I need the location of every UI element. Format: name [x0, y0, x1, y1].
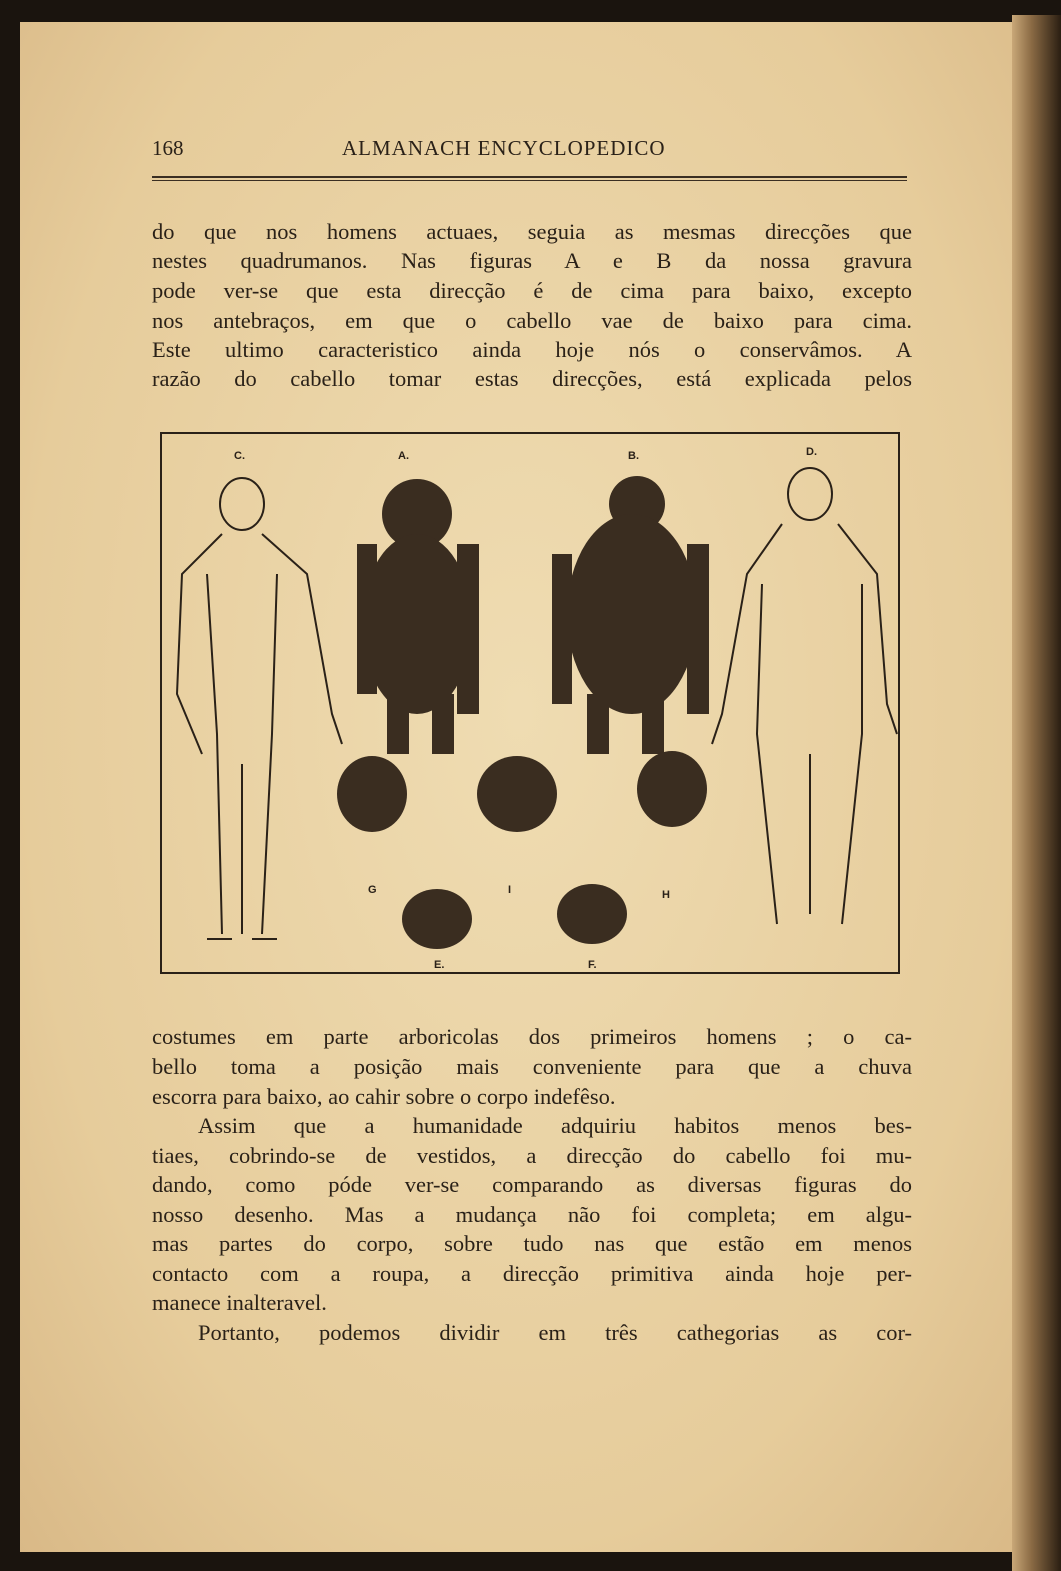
figure-label-g: G: [368, 884, 377, 896]
running-title: ALMANACH ENCYCLOPEDICO: [342, 136, 666, 160]
running-header: [152, 136, 907, 166]
text-line: tiaes, cobrindo-se de vestidos, a direcção do cabello foi mu-: [152, 1143, 912, 1168]
text-line: nosso desenho. Mas a mudança não foi completa; em algu-: [152, 1202, 912, 1227]
figure-label-i: I: [508, 884, 512, 896]
header-rule-thin: [152, 180, 907, 181]
header-rule: [152, 176, 907, 178]
text-line: costumes em parte arboricolas dos primeiros homens ; o ca-: [152, 1024, 912, 1049]
text-line: contacto com a roupa, a direcção primitiva ainda hoje per-: [152, 1261, 912, 1286]
engraving-illustration: [162, 434, 898, 972]
text-line: mas partes do corpo, sobre tudo nas que estão em menos: [152, 1231, 912, 1256]
text-line: bello toma a posição mais conveniente para que a chuva: [152, 1054, 912, 1079]
text-line: Portanto, podemos dividir em três cathegorias as cor-: [198, 1320, 912, 1345]
text-line: nestes quadrumanos. Nas figuras A e B da nossa gravura: [152, 248, 912, 273]
figure-label-a: A.: [398, 450, 409, 462]
text-line: dando, como póde ver-se comparando as diversas figuras do: [152, 1172, 912, 1197]
figure-label-h: H: [662, 889, 670, 901]
text-line: Este ultimo caracteristico ainda hoje nós o conservâmos. A: [152, 337, 912, 362]
text-line: razão do cabello tomar estas direcções, está explicada pelos: [152, 366, 912, 391]
figure-label-d: D.: [806, 446, 817, 458]
page-number: 168: [152, 136, 184, 160]
page-edge: [1012, 15, 1061, 1571]
figure-label-e: E.: [434, 959, 445, 971]
figure-label-f: F.: [588, 959, 597, 971]
text-line: escorra para baixo, ao cahir sobre o corpo indefêso.: [152, 1084, 616, 1109]
figure-label-c: C.: [234, 450, 245, 462]
text-line: manece inalteravel.: [152, 1290, 327, 1315]
text-line: do que nos homens actuaes, seguia as mesmas direcções que: [152, 219, 912, 244]
engraving-hair-direction: [160, 432, 900, 974]
text-line: nos antebraços, em que o cabello vae de baixo para cima.: [152, 308, 912, 333]
text-line: Assim que a humanidade adquiriu habitos menos bes-: [198, 1113, 912, 1138]
text-line: pode ver-se que esta direcção é de cima para baixo, excepto: [152, 278, 912, 303]
figure-label-b: B.: [628, 450, 639, 462]
